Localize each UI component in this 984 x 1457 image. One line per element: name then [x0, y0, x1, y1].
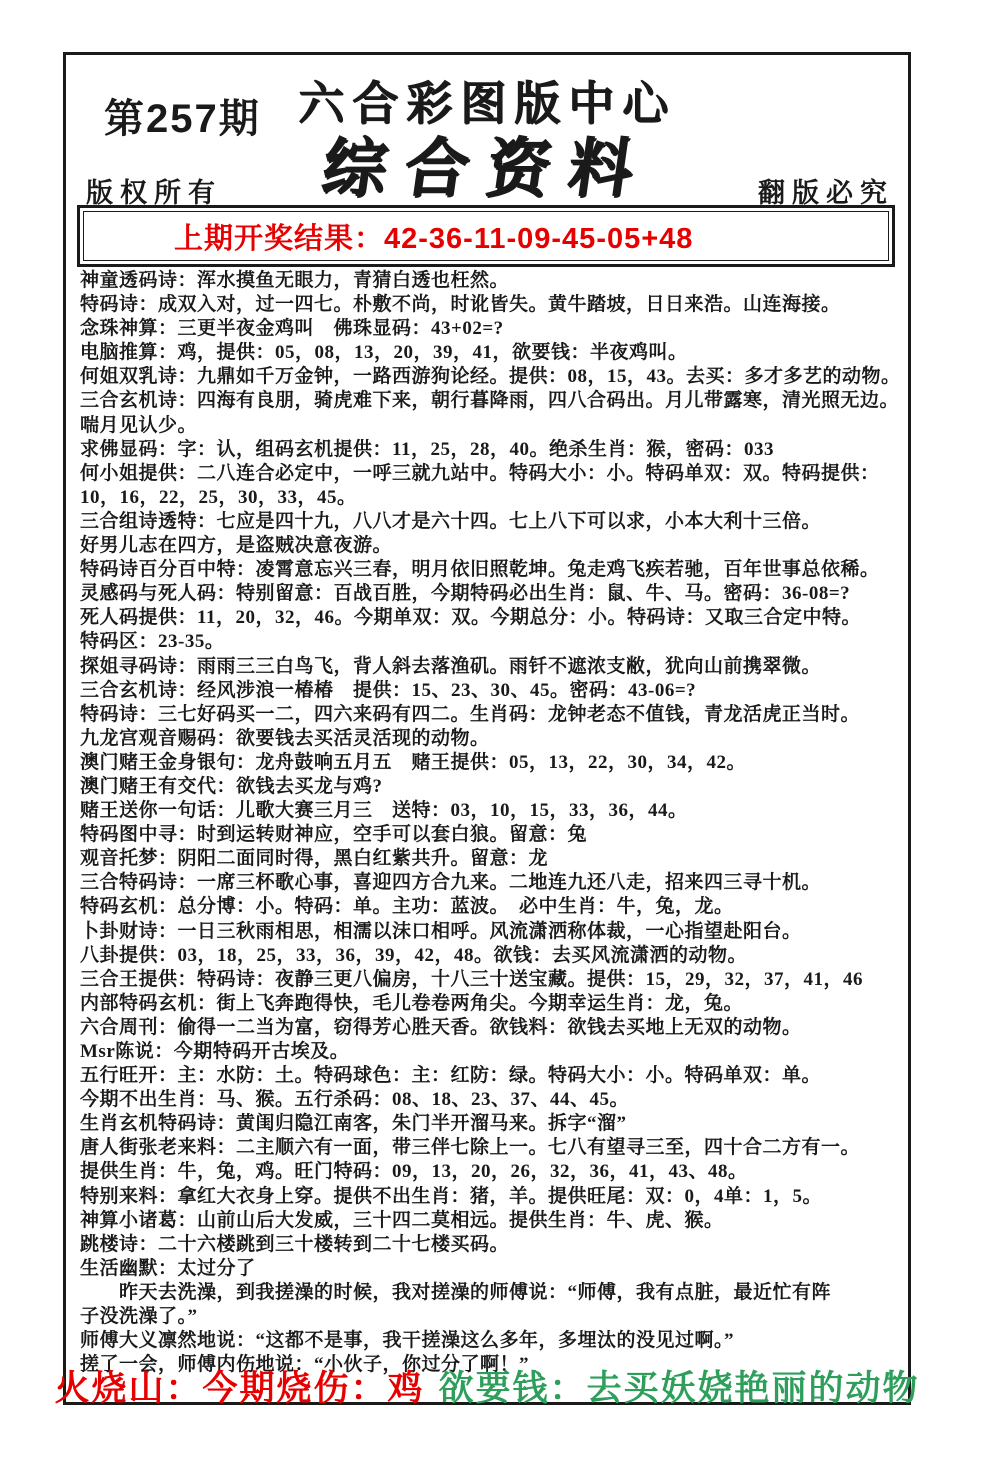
text-line: 内部特码玄机：街上飞奔跑得快，毛儿卷卷两角尖。今期幸运生肖：龙，兔。 — [80, 992, 744, 1014]
text-line: 10，16，22，25，30，33，45。 — [80, 486, 357, 508]
text-line: 特别来料：拿红大衣身上穿。提供不出生肖：猪，羊。提供旺尾：双：0，4单：1，5。 — [80, 1185, 823, 1207]
text-line: 特码诗：成双入对，过一四七。朴敷不尚，时讹皆失。黄牛踏坡，日日来浩。山连海接。 — [80, 294, 841, 316]
text-line: 五行旺开：主：水防：土。特码球色：主：红防：绿。特码大小：小。特码单双：单。 — [80, 1065, 822, 1087]
text-line: 搓了一会，师傅内伤地说：“小伙子，你过分了啊！” — [80, 1354, 530, 1376]
text-line: 生活幽默：太过分了 — [80, 1257, 256, 1279]
text-line: 探姐寻码诗：雨雨三三白鸟飞，背人斜去落渔矶。雨钎不遮浓支敝，犹向山前携翠微。 — [80, 655, 822, 677]
text-line: 六合周刊：偷得一二当为富，窃得芳心胜天香。欲钱料：欲钱去买地上无双的动物。 — [80, 1016, 802, 1038]
text-line: 生肖玄机特码诗：黄闺归隐江南客，朱门半开溜马来。拆字“溜” — [80, 1113, 627, 1135]
text-line: 念珠神算：三更半夜金鸡叫 佛珠显码：43+02=? — [80, 318, 504, 340]
text-line: 三合玄机诗：四海有良朋，骑虎难下来，朝行暮降雨，四八合码出。月儿带露寒，清光照无边。 — [80, 390, 900, 412]
text-line: 神算小诸葛：山前山后大发威，三十四二莫相远。提供生肖：牛、虎、猴。 — [80, 1209, 724, 1231]
page-frame — [54, 52, 920, 1408]
text-line: 卜卦财诗：一日三秋雨相思，相濡以沫口相呼。风流潇洒称体裁，一心指望赴阳台。 — [80, 920, 802, 942]
text-line: 特码图中寻：时到运转财神应，空手可以套白狼。留意：兔 — [80, 824, 588, 846]
footer-tips — [54, 1361, 920, 1411]
text-line: 特码玄机：总分博：小。特码：单。主功：蓝波。 必中生肖：牛，兔，龙。 — [80, 896, 734, 918]
text-line: 子没洗澡了。” — [80, 1306, 198, 1328]
text-line: 昨天去洗澡，到我搓澡的时候，我对搓澡的师傅说：“师傅，我有点脏，最近忙有阵 — [80, 1281, 832, 1303]
text-line: 澳门赌王有交代：欲钱去买龙与鸡? — [80, 775, 383, 797]
text-line: 特码区：23-35。 — [80, 631, 225, 653]
text-line: 唐人街张老来料：二主顺六有一面，带三伴七除上一。七八有望寻三至，四十合二方有一。 — [80, 1137, 861, 1159]
text-line: 澳门赌王金身银句：龙舟鼓响五月五 赌王提供：05，13，22，30，34，42。 — [80, 751, 747, 773]
text-line: 今期不出生肖：马、猴。五行杀码：08、18、23、37、44、45。 — [80, 1089, 630, 1111]
page-subtitle: 综合资料 — [317, 133, 656, 204]
text-line: 何小姐提供：二八连合必定中，一呼三就九站中。特码大小：小。特码单双：双。特码提供： — [80, 462, 880, 484]
text-line: 特码诗百分百中特：凌霄意忘兴三春，明月依旧照乾坤。兔走鸡飞疾若驰，百年世事总依稀。 — [80, 559, 880, 581]
text-line: 三合组诗透特：七应是四十九，八八才是六十四。七上八下可以求，小本大利十三倍。 — [80, 510, 822, 532]
text-line: 赌王送你一句话：儿歌大赛三月三 送特：03，10，15，33，36，44。 — [80, 800, 688, 822]
text-line: 八卦提供：03，18，25，33，36，39，42，48。欲钱：去买风流潇洒的动物。 — [80, 944, 748, 966]
text-line: 死人码提供：11，20，32，46。今期单双：双。今期总分：小。特码诗：又取三合定中特。 — [80, 607, 861, 629]
text-line: 好男儿志在四方，是盗贼决意夜游。 — [80, 535, 393, 557]
text-line: 三合王提供：特码诗：夜静三更八偏房，十八三十送宝藏。提供：15，29，32，37，41，46 — [80, 968, 864, 990]
text-line: 求佛显码：字：认，组码玄机提供：11，25，28，40。绝杀生肖：猴，密码：033 — [80, 438, 774, 460]
text-line: 灵感码与死人码：特别留意：百战百胜，今期特码必出生肖：鼠、牛、马。密码：36-08=? — [80, 583, 851, 605]
copyright-right: 翻版必究 — [758, 178, 894, 208]
text-line: Msr陈说：今期特码开古埃及。 — [80, 1041, 350, 1062]
text-line: 三合特码诗：一席三杯歌心事，喜迎四方合九来。二地连九还八走，招来四三寻十机。 — [80, 872, 822, 894]
text-line: 神童透码诗：浑水摸鱼无眼力，青猜白透也枉然。 — [80, 270, 510, 291]
text-line: 观音托梦：阴阳二面同时得，黑白红紫共升。留意：龙 — [80, 848, 549, 870]
text-line: 九龙宫观音赐码：欲要钱去买活灵活现的动物。 — [80, 727, 490, 749]
text-line: 电脑推算：鸡，提供：05，08，13，20，39，41，欲要钱：半夜鸡叫。 — [80, 342, 688, 364]
text-line: 提供生肖：牛，兔，鸡。旺门特码：09，13，20，26，32，36，41，43、48。 — [80, 1161, 748, 1183]
text-line: 三合玄机诗：经风涉浪一椿椿 提供：15、23、30、45。密码：43-06=? — [80, 679, 697, 701]
last-draw-result-inner-border — [83, 211, 889, 261]
page-title: 六合彩图版中心 — [298, 78, 676, 129]
last-draw-result-box — [77, 205, 895, 267]
text-line: 特码诗：三七好码买一二，四六来码有四二。生肖码：龙钟老态不值钱，青龙活虎正当时。 — [80, 703, 861, 725]
text-line: 何姐双乳诗：九鼎如千万金钟，一路西游狗论经。提供：08，15，43。去买：多才多艺的动物。 — [80, 366, 901, 388]
body-lines — [80, 269, 902, 1377]
copyright-left: 版权所有 — [86, 178, 222, 208]
footer-green-tip: 欲要钱：去买妖娆艳丽的动物 — [438, 1369, 920, 1408]
text-line: 喘月见认少。 — [80, 414, 198, 436]
text-line: 师傅大义凛然地说：“这都不是事，我干搓澡这么多年，多埋汰的没见过啊。” — [80, 1330, 735, 1352]
footer-red-tip: 火烧山：今期烧伤：鸡 — [54, 1369, 425, 1408]
text-line: 跳楼诗：二十六楼跳到三十楼转到二十七楼买码。 — [80, 1233, 510, 1255]
issue-number: 第257期 — [104, 97, 261, 141]
last-draw-result-text: 上期开奖结果：42-36-11-09-45-05+48 — [174, 222, 694, 255]
